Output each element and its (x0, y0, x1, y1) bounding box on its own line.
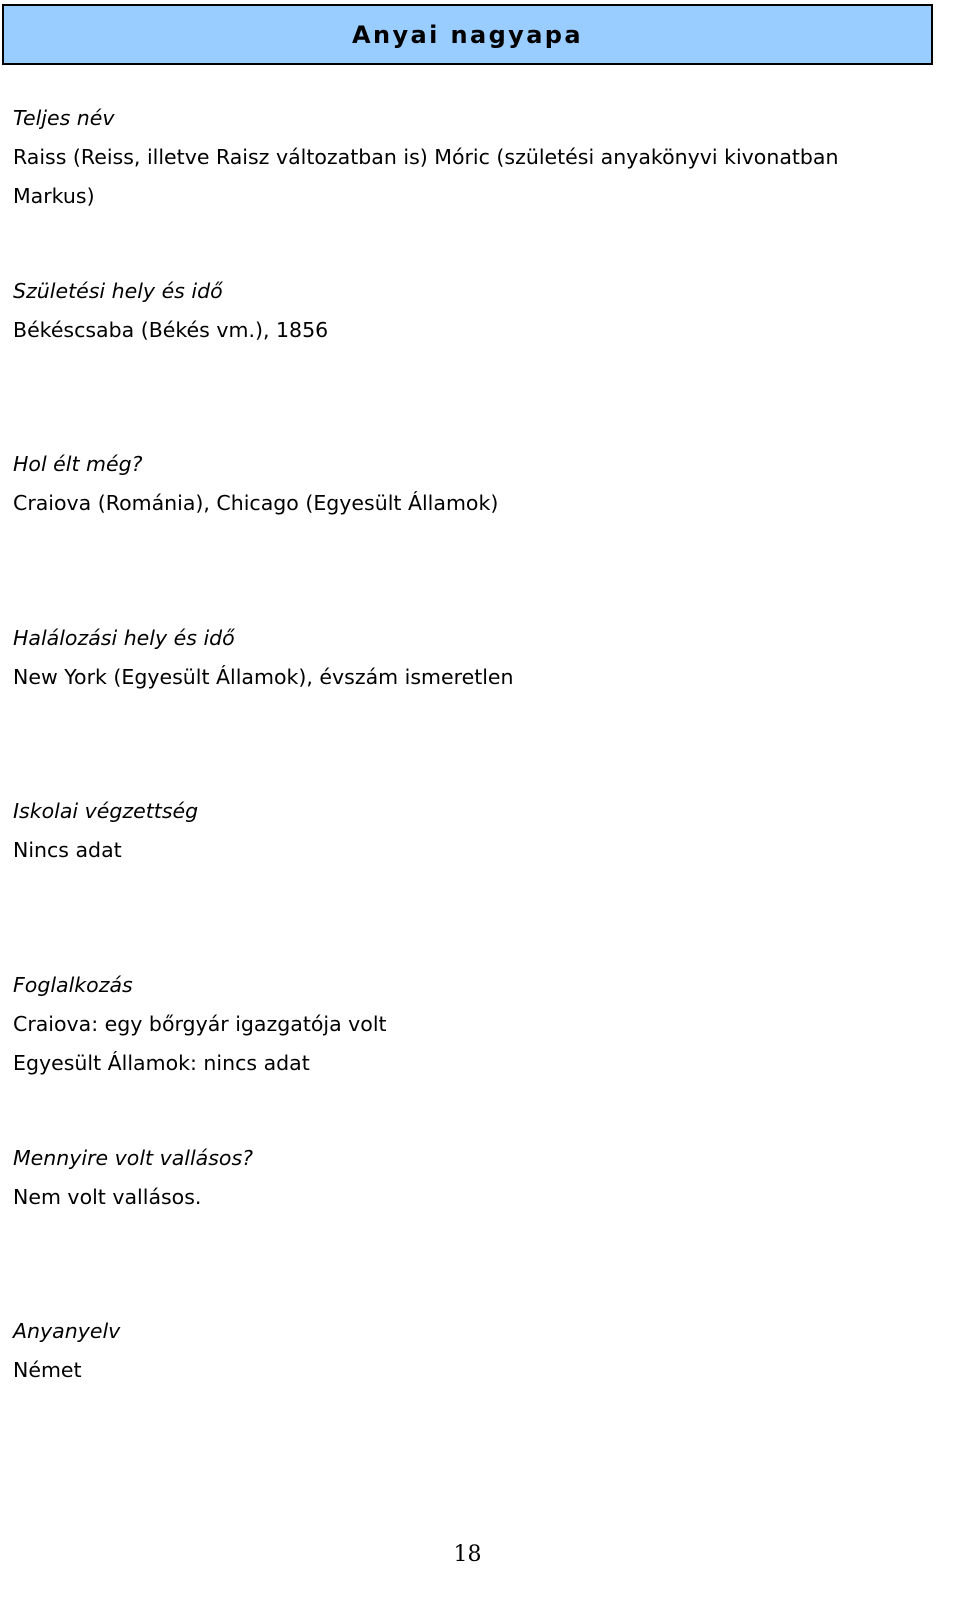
field-label: Halálozási hely és idő (13, 626, 235, 650)
field-value: Békéscsaba (Békés vm.), 1856 (13, 318, 329, 342)
field-birth-place-date (13, 272, 933, 350)
field-value: Markus) (13, 184, 95, 208)
field-value: Craiova: egy bőrgyár igazgatója volt (13, 1012, 387, 1036)
field-value: Német (13, 1358, 82, 1382)
field-label: Teljes név (13, 106, 115, 130)
field-value: New York (Egyesült Államok), évszám ismeretlen (13, 665, 514, 689)
field-full-name (13, 99, 933, 216)
page-number: 18 (453, 1542, 482, 1567)
section-header (2, 4, 933, 65)
field-value: Nincs adat (13, 838, 122, 862)
field-value: Egyesült Államok: nincs adat (13, 1051, 310, 1075)
field-label: Születési hely és idő (13, 279, 223, 303)
field-label: Hol élt még? (13, 452, 143, 476)
field-value: Nem volt vallásos. (13, 1185, 202, 1209)
field-label: Mennyire volt vallásos? (13, 1146, 254, 1170)
field-value: Raiss (Reiss, illetve Raisz változatban is) Móric (születési anyakönyvi kivonatban (13, 145, 839, 169)
field-death-place-date (13, 619, 933, 697)
field-mother-tongue (13, 1312, 933, 1390)
field-label: Foglalkozás (13, 973, 133, 997)
field-education (13, 792, 933, 870)
field-occupation (13, 966, 933, 1083)
field-label: Iskolai végzettség (13, 799, 199, 823)
field-value: Craiova (Románia), Chicago (Egyesült Államok) (13, 491, 499, 515)
page-title: Anyai nagyapa (352, 20, 583, 49)
field-religiosity (13, 1139, 933, 1217)
field-label: Anyanyelv (13, 1319, 121, 1343)
field-other-residences (13, 445, 933, 523)
